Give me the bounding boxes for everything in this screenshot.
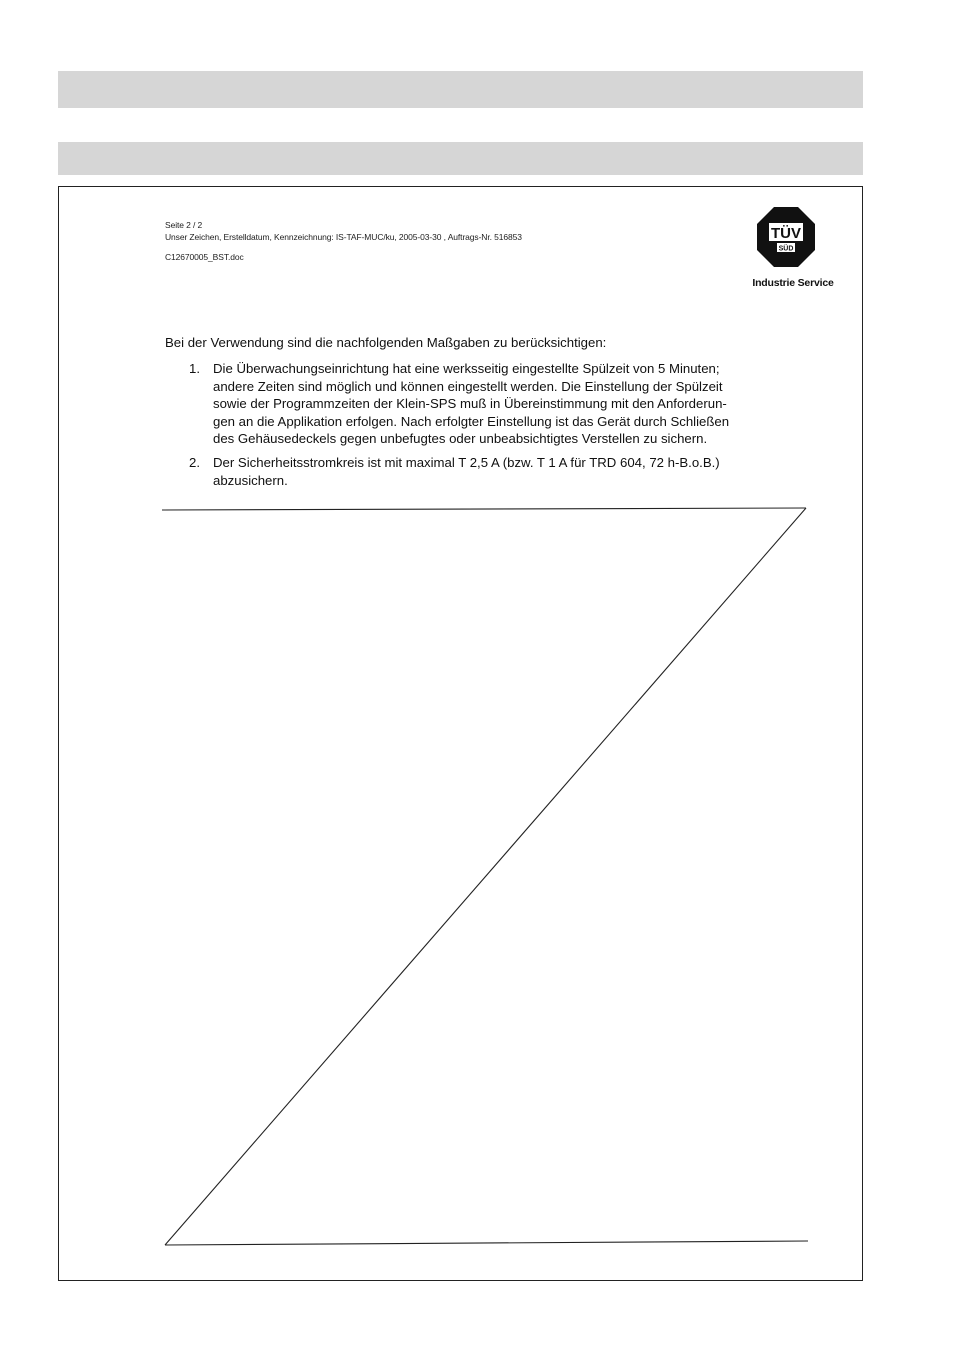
header-gray-bar — [58, 71, 863, 108]
subheader-gray-bar — [58, 142, 863, 175]
reference-line: Unser Zeichen, Erstelldatum, Kennzeichnung: IS-TAF-MUC/ku, 2005-03-30 , Auftrags-Nr. 516853 — [165, 232, 522, 242]
logo-sub-mark: SÜD — [778, 245, 794, 253]
file-name-label: C12670005_BST.doc — [165, 252, 244, 262]
list-item-text: Die Überwachungseinrichtung hat eine werksseitig eingestellte Spülzeit von 5 Minuten; andere Zeiten sind möglich und können eingestellt werden. Die Einstellung der Spülzeit sowie der Programmzeiten der Klein-SPS muß in Übereinstimmung mit den Anforderun- gen an die Applikation erfolgen. Nach erfolgter Einstellung ist das Gerät durch Schließen des Gehäusedeckels gegen unbefugtes oder unbeabsichtigtes Verstellen zu sichern. — [213, 361, 730, 447]
list-item-text: Der Sicherheitsstromkreis ist mit maximal T 2,5 A (bzw. T 1 A für TRD 604, 72 h-B.o.B.) abzusichern. — [213, 454, 720, 488]
page-number-label: Seite 2 / 2 — [165, 220, 203, 230]
intro-sentence: Bei der Verwendung sind die nachfolgenden Maßgaben zu berücksichtigen: — [165, 335, 607, 350]
list-item-number: 1. — [189, 361, 200, 376]
logo-wordmark: TÜV — [771, 225, 801, 242]
logo-caption: Industrie Service — [752, 277, 834, 289]
scanned-document-page — [58, 186, 863, 1281]
z-line-icon — [59, 187, 862, 1280]
list-item-number: 2. — [189, 454, 200, 470]
